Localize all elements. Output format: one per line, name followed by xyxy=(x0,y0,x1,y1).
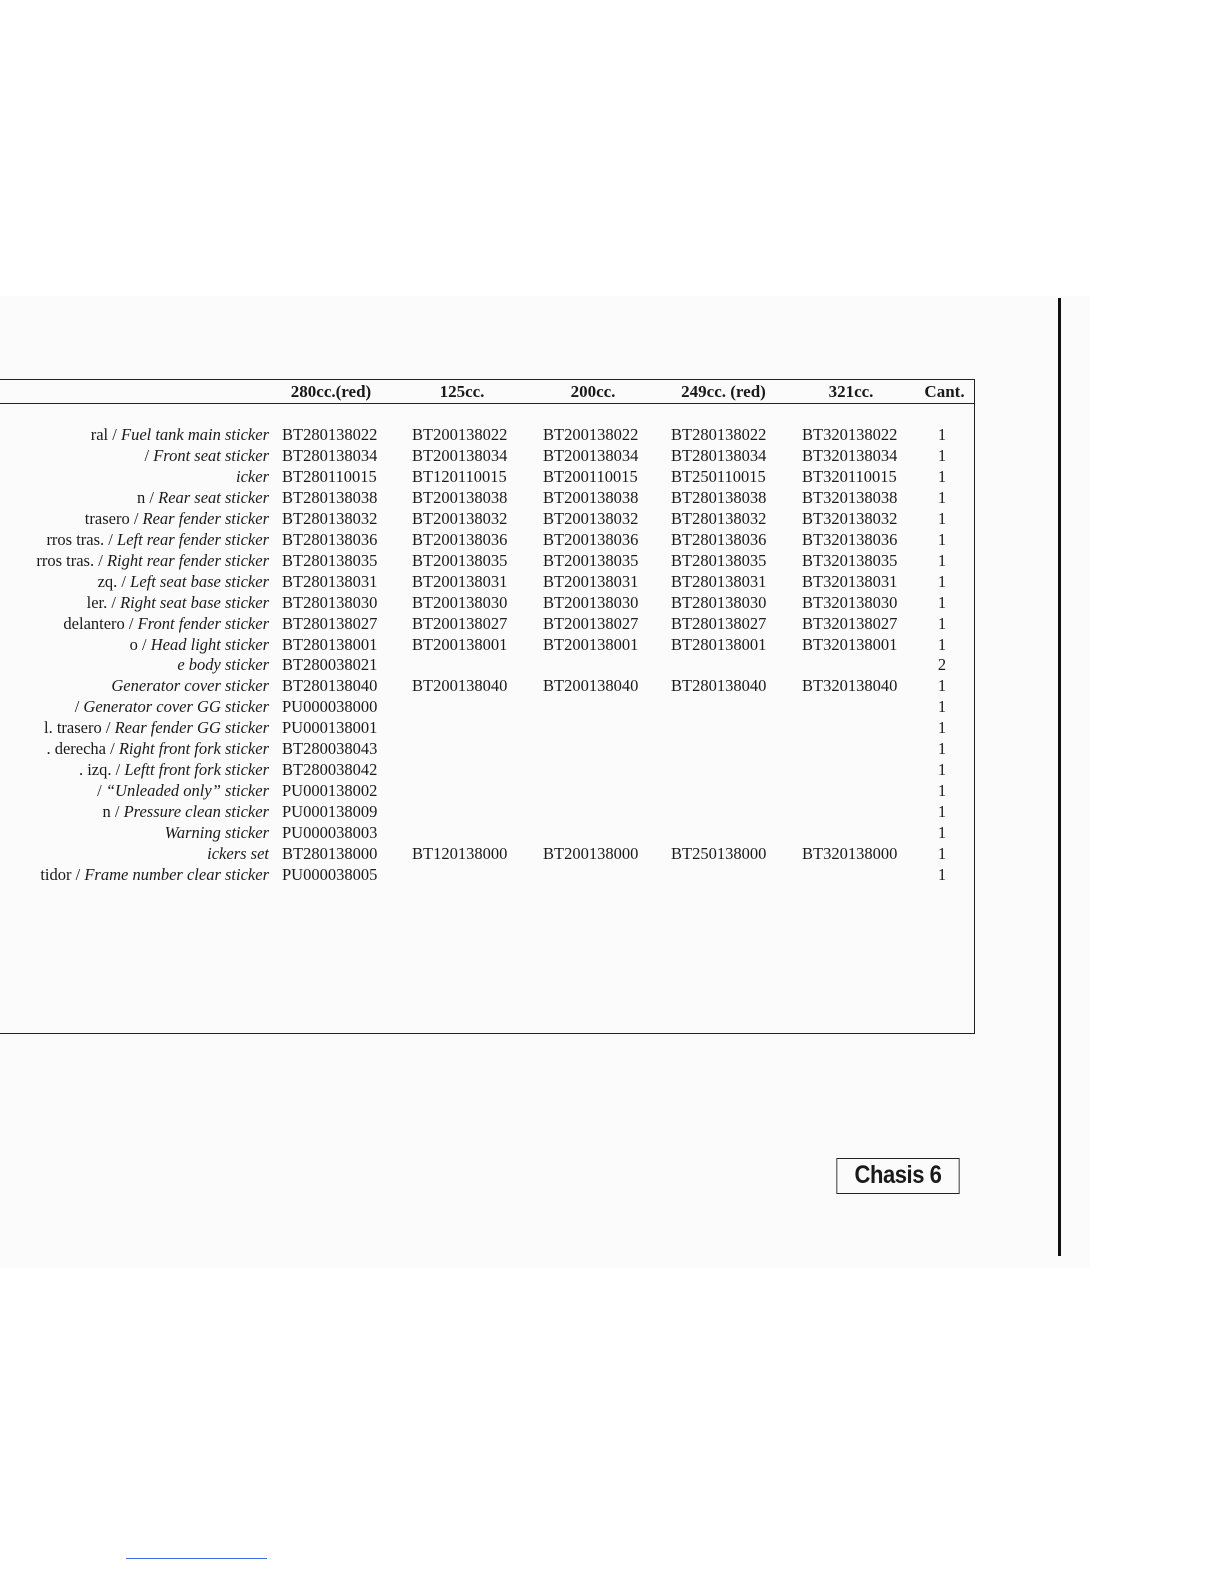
code-200cc: BT200110015 xyxy=(543,466,638,486)
header-321cc: 321cc. xyxy=(828,382,874,401)
description-english: Front seat sticker xyxy=(153,445,269,465)
table-row xyxy=(0,823,974,844)
table-row xyxy=(0,676,974,697)
code-125cc: BT200138001 xyxy=(412,634,508,654)
description-english: ickers set xyxy=(207,844,269,863)
description-english: icker xyxy=(236,466,269,486)
quantity: 1 xyxy=(937,550,947,570)
code-249cc: BT280138031 xyxy=(671,571,767,591)
description-spanish: tidor / xyxy=(40,864,85,884)
description-english: Fuel tank main sticker xyxy=(120,425,269,444)
description-english: Pressure clean sticker xyxy=(123,802,269,822)
part-description xyxy=(0,718,269,738)
code-125cc: BT120138000 xyxy=(412,844,508,863)
description-english: Right rear fender sticker xyxy=(106,550,269,570)
table-row xyxy=(0,781,974,802)
description-spanish: zq. / xyxy=(97,571,131,591)
page-edge-rule xyxy=(1058,298,1061,1256)
description-english: Rear fender sticker xyxy=(142,508,269,528)
code-280cc: BT280138036 xyxy=(282,529,378,549)
table-row xyxy=(0,865,974,886)
code-200cc: BT200138022 xyxy=(543,425,639,444)
code-200cc: BT200138030 xyxy=(543,592,639,612)
description-spanish: rros tras. / xyxy=(36,550,107,570)
description-spanish: n / xyxy=(102,802,124,822)
part-description xyxy=(0,676,269,696)
code-249cc: BT280138032 xyxy=(671,508,767,528)
quantity: 1 xyxy=(937,592,947,612)
code-280cc: BT280038021 xyxy=(282,655,378,675)
code-249cc: BT280138035 xyxy=(671,550,767,570)
code-280cc: PU000038005 xyxy=(282,864,378,884)
code-280cc: BT280038042 xyxy=(282,760,378,780)
description-spanish: / xyxy=(74,697,84,717)
table-row xyxy=(0,635,974,656)
description-spanish: n / xyxy=(137,487,159,507)
code-125cc: BT200138031 xyxy=(412,571,508,591)
code-280cc: PU000138002 xyxy=(282,781,378,801)
quantity: 1 xyxy=(937,844,947,863)
description-english: Generator cover sticker xyxy=(111,676,269,696)
table-row xyxy=(0,802,974,823)
description-spanish: . izq. / xyxy=(78,760,125,780)
table-row xyxy=(0,530,974,551)
code-125cc: BT200138022 xyxy=(412,425,508,444)
code-321cc: BT320138030 xyxy=(802,592,898,612)
description-spanish: ler. / xyxy=(86,592,121,612)
description-english: Generator cover GG sticker xyxy=(83,697,269,717)
part-description xyxy=(0,509,269,529)
description-english: Rear fender GG sticker xyxy=(114,718,269,738)
description-english: Left rear fender sticker xyxy=(117,529,269,549)
header-280cc: 280cc.(red) xyxy=(290,382,372,401)
description-english: Front fender sticker xyxy=(137,613,269,633)
quantity: 1 xyxy=(937,613,947,633)
description-english: Leftt front fork sticker xyxy=(124,760,269,780)
table-row xyxy=(0,446,974,467)
description-spanish: o / xyxy=(129,634,151,654)
code-249cc: BT280138038 xyxy=(671,487,767,507)
code-125cc: BT120110015 xyxy=(412,466,507,486)
code-200cc: BT200138034 xyxy=(543,445,639,465)
part-description xyxy=(0,530,269,550)
description-english: Head light sticker xyxy=(150,634,269,654)
code-321cc: BT320110015 xyxy=(802,466,897,486)
table-row xyxy=(0,593,974,614)
code-321cc: BT320138022 xyxy=(802,425,898,444)
quantity: 1 xyxy=(937,445,947,465)
description-spanish: ral / xyxy=(90,425,121,444)
quantity: 1 xyxy=(937,676,947,696)
quantity: 1 xyxy=(937,508,947,528)
quantity: 1 xyxy=(937,634,947,654)
code-321cc: BT320138027 xyxy=(802,613,898,633)
table-row xyxy=(0,614,974,635)
code-125cc: BT200138040 xyxy=(412,676,508,696)
code-200cc: BT200138000 xyxy=(543,844,639,863)
code-321cc: BT320138036 xyxy=(802,529,898,549)
code-200cc: BT200138038 xyxy=(543,487,639,507)
code-280cc: BT280138000 xyxy=(282,844,378,863)
part-description xyxy=(0,572,269,592)
code-200cc: BT200138032 xyxy=(543,508,639,528)
code-280cc: PU000038000 xyxy=(282,697,378,717)
part-description xyxy=(0,467,269,487)
code-249cc: BT250138000 xyxy=(671,844,767,863)
description-english: Left seat base sticker xyxy=(130,571,269,591)
bottom-link-line xyxy=(126,1558,267,1559)
table-row xyxy=(0,467,974,488)
code-280cc: BT280138034 xyxy=(282,445,378,465)
code-125cc: BT200138027 xyxy=(412,613,508,633)
part-description xyxy=(0,425,269,445)
description-spanish: delantero / xyxy=(63,613,138,633)
code-249cc: BT280138030 xyxy=(671,592,767,612)
description-spanish: l. trasero / xyxy=(44,718,115,738)
quantity: 1 xyxy=(937,802,947,822)
code-125cc: BT200138035 xyxy=(412,550,508,570)
quantity: 1 xyxy=(937,781,947,801)
header-249cc: 249cc. (red) xyxy=(681,382,766,401)
part-description xyxy=(0,614,269,634)
part-description xyxy=(0,446,269,466)
part-description xyxy=(0,739,269,759)
description-english: Right front fork sticker xyxy=(118,739,269,759)
quantity: 1 xyxy=(937,864,947,884)
description-spanish: / xyxy=(144,445,154,465)
quantity: 1 xyxy=(937,697,947,717)
code-321cc: BT320138035 xyxy=(802,550,898,570)
table-row xyxy=(0,718,974,739)
part-description xyxy=(0,760,269,780)
part-description xyxy=(0,844,269,864)
quantity: 1 xyxy=(937,760,947,780)
description-english: “Unleaded only” sticker xyxy=(105,781,269,801)
part-description xyxy=(0,802,269,822)
code-321cc: BT320138031 xyxy=(802,571,898,591)
description-spanish: trasero / xyxy=(84,508,143,528)
code-280cc: BT280038043 xyxy=(282,739,378,759)
table-row xyxy=(0,509,974,530)
code-249cc: BT280138036 xyxy=(671,529,767,549)
code-321cc: BT320138032 xyxy=(802,508,898,528)
code-280cc: BT280138031 xyxy=(282,571,378,591)
header-125cc: 125cc. xyxy=(439,382,485,401)
code-200cc: BT200138031 xyxy=(543,571,639,591)
part-description xyxy=(0,823,269,843)
code-249cc: BT280138027 xyxy=(671,613,767,633)
code-249cc: BT250110015 xyxy=(671,466,766,486)
code-200cc: BT200138040 xyxy=(543,676,639,696)
table-row xyxy=(0,844,974,865)
quantity: 1 xyxy=(937,571,947,591)
table-row xyxy=(0,551,974,572)
part-description xyxy=(0,593,269,613)
description-english: e body sticker xyxy=(177,655,269,675)
part-description xyxy=(0,697,269,717)
code-280cc: BT280138030 xyxy=(282,592,378,612)
part-description xyxy=(0,655,269,675)
code-280cc: BT280138038 xyxy=(282,487,378,507)
code-321cc: BT320138040 xyxy=(802,676,898,696)
code-280cc: BT280138027 xyxy=(282,613,378,633)
quantity: 1 xyxy=(937,739,947,759)
code-280cc: PU000138009 xyxy=(282,802,378,822)
description-english: Warning sticker xyxy=(164,823,269,843)
code-125cc: BT200138036 xyxy=(412,529,508,549)
quantity: 1 xyxy=(937,425,947,444)
parts-table xyxy=(0,379,975,1034)
part-description xyxy=(0,488,269,508)
code-125cc: BT200138030 xyxy=(412,592,508,612)
code-280cc: PU000038003 xyxy=(282,823,378,843)
code-321cc: BT320138001 xyxy=(802,634,898,654)
code-280cc: BT280138035 xyxy=(282,550,378,570)
code-249cc: BT280138001 xyxy=(671,634,767,654)
code-249cc: BT280138022 xyxy=(671,425,767,444)
quantity: 1 xyxy=(937,823,947,843)
table-header xyxy=(0,380,974,404)
table-row xyxy=(0,655,974,676)
part-description xyxy=(0,635,269,655)
header-200cc: 200cc. xyxy=(570,382,616,401)
quantity: 1 xyxy=(937,466,947,486)
code-200cc: BT200138035 xyxy=(543,550,639,570)
code-249cc: BT280138034 xyxy=(671,445,767,465)
table-row xyxy=(0,739,974,760)
code-200cc: BT200138027 xyxy=(543,613,639,633)
code-280cc: BT280138032 xyxy=(282,508,378,528)
code-200cc: BT200138036 xyxy=(543,529,639,549)
code-125cc: BT200138032 xyxy=(412,508,508,528)
description-english: Frame number clear sticker xyxy=(84,864,269,884)
quantity: 1 xyxy=(937,718,947,738)
code-321cc: BT320138034 xyxy=(802,445,898,465)
code-125cc: BT200138038 xyxy=(412,487,508,507)
table-row xyxy=(0,760,974,781)
description-english: Rear seat sticker xyxy=(158,487,269,507)
quantity: 1 xyxy=(937,487,947,507)
section-label: Chasis 6 xyxy=(836,1158,959,1194)
description-spanish: rros tras. / xyxy=(46,529,118,549)
code-125cc: BT200138034 xyxy=(412,445,508,465)
description-spanish: / xyxy=(97,781,106,801)
description-english: Right seat base sticker xyxy=(120,592,269,612)
header-qty: Cant. xyxy=(924,382,965,401)
quantity: 2 xyxy=(937,655,947,675)
description-spanish: . derecha / xyxy=(46,739,119,759)
table-row xyxy=(0,572,974,593)
table-row xyxy=(0,697,974,718)
code-280cc: BT280110015 xyxy=(282,466,377,486)
code-280cc: BT280138040 xyxy=(282,676,378,696)
part-description xyxy=(0,551,269,571)
part-description xyxy=(0,781,269,801)
code-280cc: BT280138022 xyxy=(282,425,378,444)
code-280cc: PU000138001 xyxy=(282,718,378,738)
code-200cc: BT200138001 xyxy=(543,634,639,654)
code-321cc: BT320138000 xyxy=(802,844,898,863)
code-280cc: BT280138001 xyxy=(282,634,378,654)
code-249cc: BT280138040 xyxy=(671,676,767,696)
quantity: 1 xyxy=(937,529,947,549)
code-321cc: BT320138038 xyxy=(802,487,898,507)
table-row xyxy=(0,425,974,446)
part-description xyxy=(0,865,269,885)
table-row xyxy=(0,488,974,509)
